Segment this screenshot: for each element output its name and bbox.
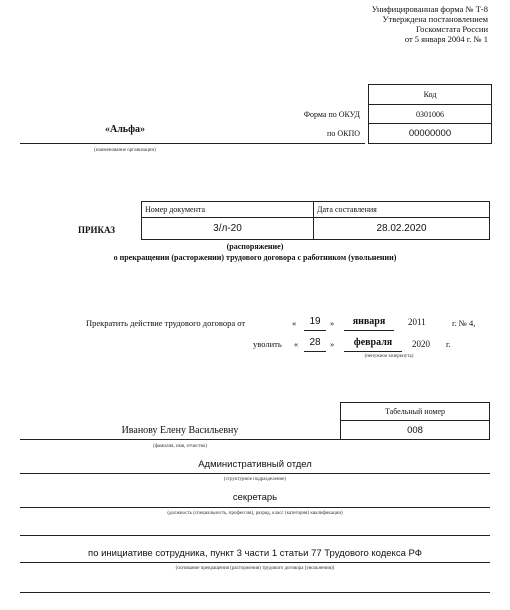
form-header xyxy=(372,4,488,44)
contract-suffix: г. № 4, xyxy=(452,318,476,328)
contract-year: 2011 xyxy=(408,317,426,327)
employee-department: Административный отдел xyxy=(198,459,312,470)
quote-close: » xyxy=(330,318,335,328)
position-underline xyxy=(20,507,490,508)
okud-label: Форма по ОКУД xyxy=(303,110,360,119)
okud-code: 0301006 xyxy=(369,105,491,124)
dismiss-suffix: г. xyxy=(446,339,451,349)
grounds-bottom-rule xyxy=(20,592,490,593)
personnel-number-label: Табельный номер xyxy=(340,402,490,421)
dismiss-month-underline xyxy=(344,351,402,352)
personnel-number: 008 xyxy=(340,420,490,440)
terminate-label: Прекратить действие трудового договора от xyxy=(86,318,246,328)
number-label: Номер документа xyxy=(141,201,314,218)
position-caption: (должность (специальность, профессия), разряд, класс (категория) квалификации) xyxy=(167,511,343,516)
grounds-top-rule xyxy=(20,535,490,536)
okpo-code: 00000000 xyxy=(408,128,452,139)
grounds-caption: (основание прекращения (расторжения) трудового договора (увольнения)) xyxy=(175,566,335,571)
document-number: 3/л-20 xyxy=(141,217,314,240)
form-header-line: Утверждена постановлением xyxy=(382,14,488,24)
document-subtitle: (распоряжение) xyxy=(226,242,284,251)
dismiss-month: февраля xyxy=(353,337,393,348)
dismiss-day-underline xyxy=(304,351,326,352)
quote-open: « xyxy=(294,339,299,349)
quote-open: « xyxy=(292,318,297,328)
document-title: ПРИКАЗ xyxy=(78,225,116,235)
organization-underline xyxy=(20,143,365,144)
dismiss-day: 28 xyxy=(309,337,321,348)
department-caption: (структурное подразделение) xyxy=(223,477,287,482)
organization-caption: (наименование организации) xyxy=(94,148,156,153)
okpo-label: по ОКПО xyxy=(327,129,360,138)
contract-day: 19 xyxy=(309,316,321,327)
organization-name: «Альфа» xyxy=(104,124,146,135)
employee-position: секретарь xyxy=(232,492,278,503)
grounds-underline xyxy=(20,562,490,563)
dismiss-year: 2020 xyxy=(412,339,430,349)
document-date: 28.02.2020 xyxy=(313,217,490,240)
dismiss-label: уволить xyxy=(253,339,282,349)
form-header-line: Госкомстата России xyxy=(415,24,488,34)
code-table xyxy=(368,84,492,144)
code-header: Код xyxy=(369,85,491,105)
employee-name: Иванову Елену Васильевну xyxy=(121,425,239,436)
document-subtitle: о прекращении (расторжении) трудового договора с работником (увольнении) xyxy=(113,253,397,262)
contract-month-underline xyxy=(344,330,394,331)
form-header-line: от 5 января 2004 г. № 1 xyxy=(404,34,488,44)
contract-month: января xyxy=(352,316,386,327)
cross-out-caption: (ненужное зачеркнуть) xyxy=(364,354,414,359)
form-header-line: Унифицированная форма № Т-8 xyxy=(371,4,488,14)
date-label: Дата составления xyxy=(313,201,490,218)
department-underline xyxy=(20,473,490,474)
termination-grounds: по инициативе сотрудника, пункт 3 части 1 статьи 77 Трудового кодекса РФ xyxy=(88,548,422,559)
employee-name-underline xyxy=(20,439,340,440)
employee-name-caption: (фамилия, имя, отчество) xyxy=(153,444,207,449)
quote-close: » xyxy=(330,339,335,349)
contract-day-underline xyxy=(304,330,326,331)
